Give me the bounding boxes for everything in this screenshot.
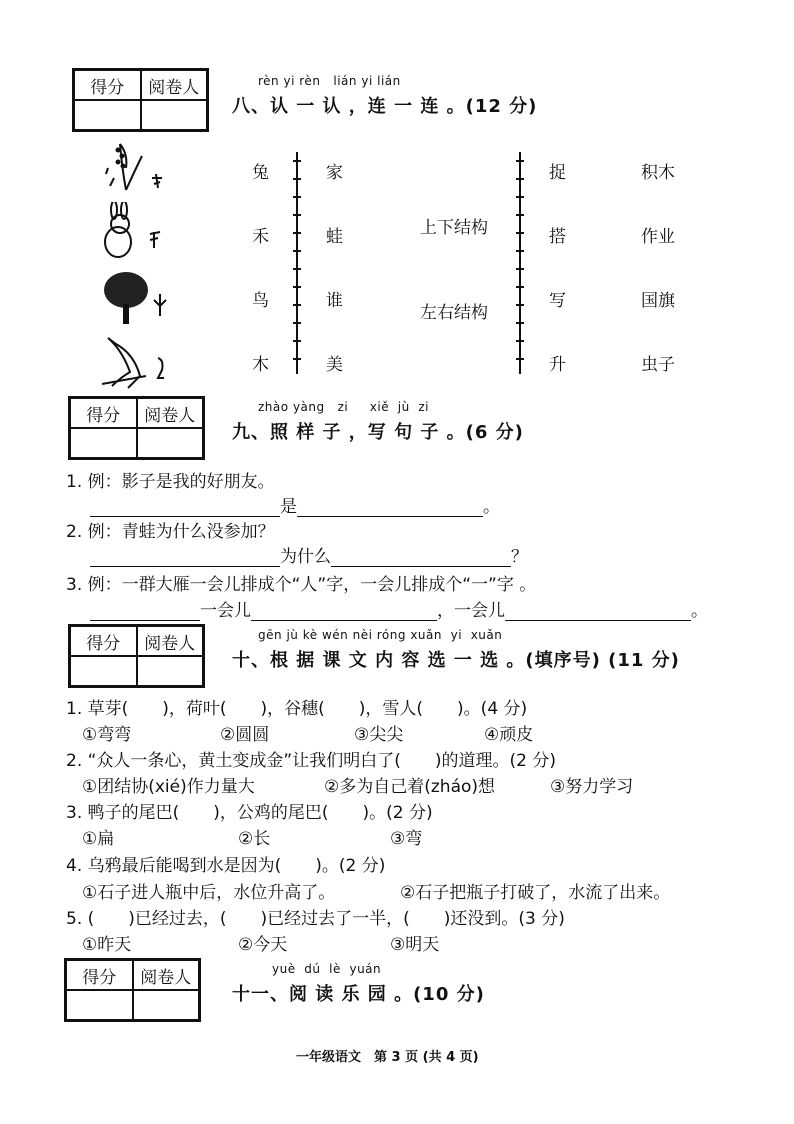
sec9-q1-example: 1. 例：影子是我的好朋友。: [66, 472, 275, 492]
sec9-q1-answer: 是 。: [90, 492, 500, 517]
grader-label: 阅卷人: [141, 70, 208, 100]
score-box-10: [68, 624, 205, 688]
structure-top-bottom[interactable]: 上下结构: [420, 218, 488, 238]
sec8-pinyin: rèn yi rèn lián yi lián: [258, 74, 401, 88]
rice-ear-icon[interactable]: [96, 138, 168, 194]
blank[interactable]: [297, 498, 483, 517]
tree-icon[interactable]: [100, 266, 172, 328]
sec8-title: 八、认 一 认 ，连 一 连 。(12 分): [232, 96, 538, 117]
score-cell[interactable]: [70, 656, 137, 686]
word-wa[interactable]: 蛙: [326, 227, 343, 247]
blank[interactable]: [331, 548, 511, 567]
option-1[interactable]: ①昨天: [82, 935, 132, 955]
score-label: 得分: [74, 70, 141, 100]
option-2[interactable]: ②多为自己着(zháo)想: [324, 777, 496, 797]
verb-sheng[interactable]: 升: [549, 355, 566, 375]
option-1[interactable]: ①团结协(xié)作力量大: [82, 777, 255, 797]
option-2[interactable]: ②今天: [238, 935, 288, 955]
noun-zuoye[interactable]: 作业: [641, 227, 675, 247]
grader-label: 阅卷人: [137, 626, 204, 656]
sec11-title: 十一、阅 读 乐 园 。(10 分): [232, 984, 485, 1005]
sec10-q2: 2. “众人一条心，黄土变成金”让我们明白了( )的道理。(2 分): [66, 751, 556, 771]
noun-jimu[interactable]: 积木: [641, 163, 675, 183]
score-cell[interactable]: [70, 428, 137, 458]
sec9-title: 九、照 样 子 ，写 句 子 。(6 分): [232, 422, 524, 443]
verb-zhuo[interactable]: 捉: [549, 163, 566, 183]
sec9-q3-example: 3. 例：一群大雁一会儿排成个“人”字，一会儿排成个“一”字 。: [66, 575, 537, 595]
structure-left-right[interactable]: 左右结构: [420, 303, 488, 323]
blank[interactable]: [251, 602, 437, 621]
sec10-q4: 4. 乌鸦最后能喝到水是因为( )。(2 分): [66, 856, 386, 876]
score-cell[interactable]: [66, 990, 133, 1020]
option-3[interactable]: ③弯: [390, 829, 423, 849]
score-cell[interactable]: [74, 100, 141, 130]
sec10-q1: 1. 草芽( )，荷叶( )，谷穗( )，雪人( )。(4 分): [66, 699, 528, 719]
option-1[interactable]: ①弯弯: [82, 725, 132, 745]
blank[interactable]: [90, 498, 280, 517]
grader-label: 阅卷人: [137, 398, 204, 428]
sec9-q2-example: 2. 例：青蛙为什么没参加？: [66, 522, 275, 542]
option-2[interactable]: ②圆圆: [220, 725, 270, 745]
option-1[interactable]: ①扁: [82, 829, 115, 849]
word-he[interactable]: 禾: [252, 227, 269, 247]
sec10-q3: 3. 鸭子的尾巴( )，公鸡的尾巴( )。(2 分): [66, 803, 433, 823]
word-jia[interactable]: 家: [326, 163, 343, 183]
option-3[interactable]: ③尖尖: [354, 725, 404, 745]
option-2[interactable]: ②长: [238, 829, 271, 849]
word-mei[interactable]: 美: [326, 355, 343, 375]
word-tu[interactable]: 兔: [252, 163, 269, 183]
sec9-q3-answer: 一会儿 ，一会儿 。: [90, 596, 708, 621]
option-1[interactable]: ①石子进人瓶中后，水位升高了。: [82, 883, 336, 903]
grader-cell[interactable]: [137, 656, 204, 686]
score-label: 得分: [70, 398, 137, 428]
sec10-title: 十、根 据 课 文 内 容 选 一 选 。(填序号) (11 分): [232, 650, 680, 671]
option-2[interactable]: ②石子把瓶子打破了，水流了出来。: [400, 883, 671, 903]
score-box-9: [68, 396, 205, 460]
score-label: 得分: [66, 960, 133, 990]
noun-chongzi[interactable]: 虫子: [641, 355, 675, 375]
page-footer: 一年级语文 第 3 页 (共 4 页): [296, 1050, 479, 1065]
grader-cell[interactable]: [141, 100, 208, 130]
word-shui[interactable]: 谁: [326, 291, 343, 311]
option-3[interactable]: ③努力学习: [550, 777, 634, 797]
score-label: 得分: [70, 626, 137, 656]
sec11-pinyin: yuè dú lè yuán: [272, 962, 382, 976]
blank[interactable]: [90, 548, 280, 567]
score-box-8: [72, 68, 209, 132]
bird-icon[interactable]: [100, 330, 172, 390]
sec10-q5: 5. ( )已经过去，( )已经过去了一半，( )还没到。(3 分): [66, 909, 565, 929]
option-3[interactable]: ③明天: [390, 935, 440, 955]
word-niao[interactable]: 鸟: [252, 291, 269, 311]
grader-label: 阅卷人: [133, 960, 200, 990]
word-mu[interactable]: 木: [252, 355, 269, 375]
blank[interactable]: [505, 602, 691, 621]
noun-guoqi[interactable]: 国旗: [641, 291, 675, 311]
rabbit-icon[interactable]: [96, 202, 168, 262]
verb-da[interactable]: 搭: [549, 227, 566, 247]
verb-xie[interactable]: 写: [549, 291, 566, 311]
grader-cell[interactable]: [133, 990, 200, 1020]
score-box-11: [64, 958, 201, 1022]
option-4[interactable]: ④顽皮: [484, 725, 534, 745]
sec9-pinyin: zhào yàng zi xiě jù zi: [258, 400, 429, 414]
sec10-pinyin: gēn jù kè wén nèi róng xuǎn yi xuǎn: [258, 628, 503, 642]
blank[interactable]: [90, 602, 200, 621]
grader-cell[interactable]: [137, 428, 204, 458]
sec9-q2-answer: 为什么 ？: [90, 542, 528, 567]
